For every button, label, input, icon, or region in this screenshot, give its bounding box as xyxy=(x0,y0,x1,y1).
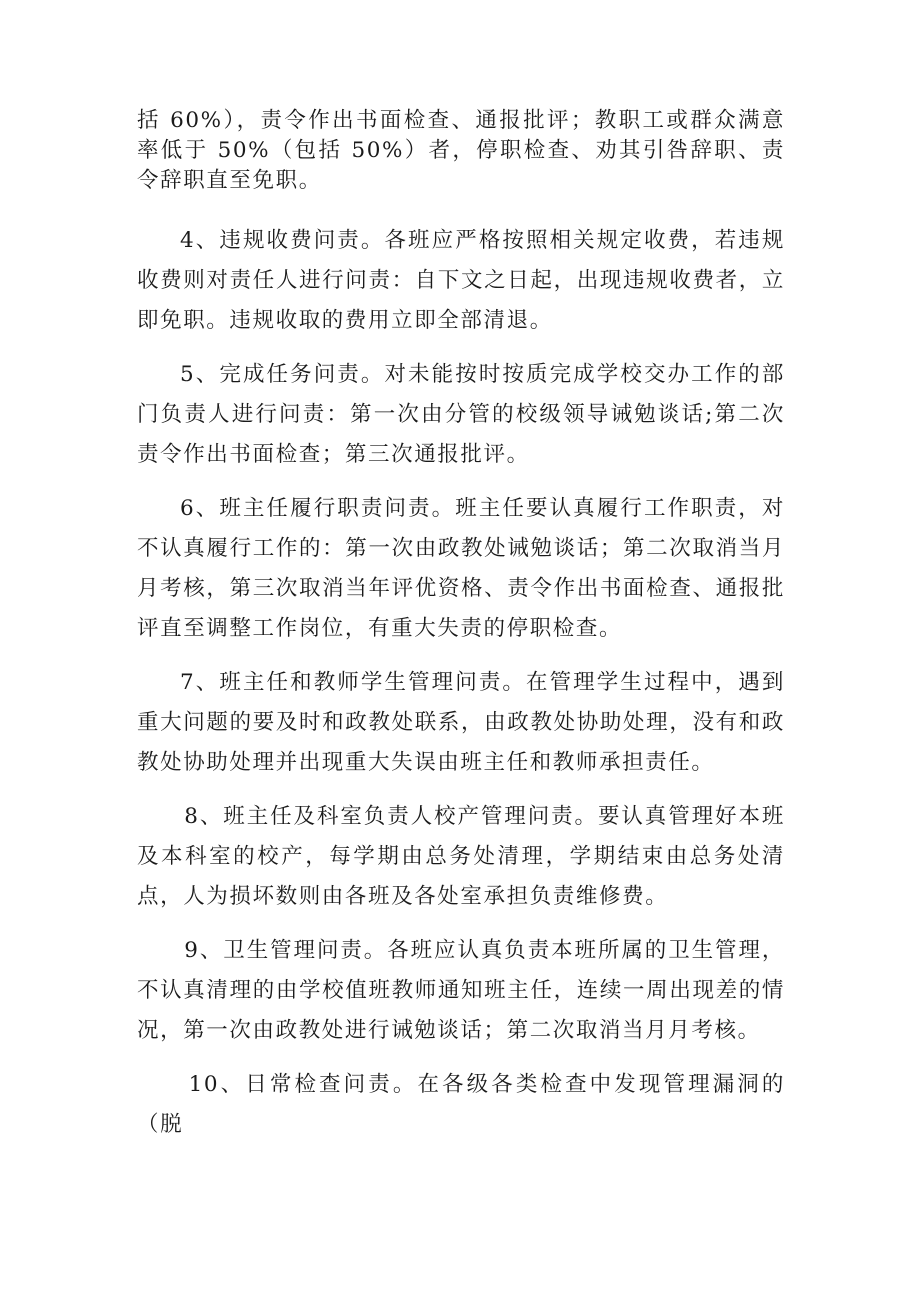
paragraph-item-4: 4、违规收费问责。各班应严格按照相关规定收费，若违规收费则对责任人进行问责：自下文之日起，出现违规收费者，立即免职。违规收取的费用立即全部清退。 xyxy=(137,228,785,333)
paragraph-continuation: 括 60%），责令作出书面检查、通报批评；教职工或群众满意率低于 50%（包括 50%）者，停职检查、劝其引咎辞职、责令辞职直至免职。 xyxy=(137,108,785,193)
document-body xyxy=(137,106,785,1159)
paragraph-item-9: 9、卫生管理问责。各班应认真负责本班所属的卫生管理，不认真清理的由学校值班教师通知班主任，连续一周出现差的情况，第一次由政教处进行诫勉谈话；第二次取消当月月考核。 xyxy=(137,938,785,1043)
paragraph-item-7: 7、班主任和教师学生管理问责。在管理学生过程中，遇到重大问题的要及时和政教处联系，由政教处协助处理，没有和政教处协助处理并出现重大失误由班主任和教师承担责任。 xyxy=(137,670,785,775)
paragraph-item-10: 10、日常检查问责。在各级各类检查中发现管理漏洞的（脱 xyxy=(137,1072,785,1137)
paragraph-item-5: 5、完成任务问责。对未能按时按质完成学校交办工作的部门负责人进行问责：第一次由分管的校级领导诫勉谈话;第二次责令作出书面检查；第三次通报批评。 xyxy=(137,362,785,467)
paragraph-item-8: 8、班主任及科室负责人校产管理问责。要认真管理好本班及本科室的校产，每学期由总务处清理，学期结束由总务处清点，人为损坏数则由各班及各处室承担负责维修费。 xyxy=(137,804,785,909)
paragraph-item-6: 6、班主任履行职责问责。班主任要认真履行工作职责，对不认真履行工作的：第一次由政教处诫勉谈话；第二次取消当月月考核，第三次取消当年评优资格、责令作出书面检查、通报批评直至调整工作岗位，有重大失责的停职检查。 xyxy=(137,496,785,641)
